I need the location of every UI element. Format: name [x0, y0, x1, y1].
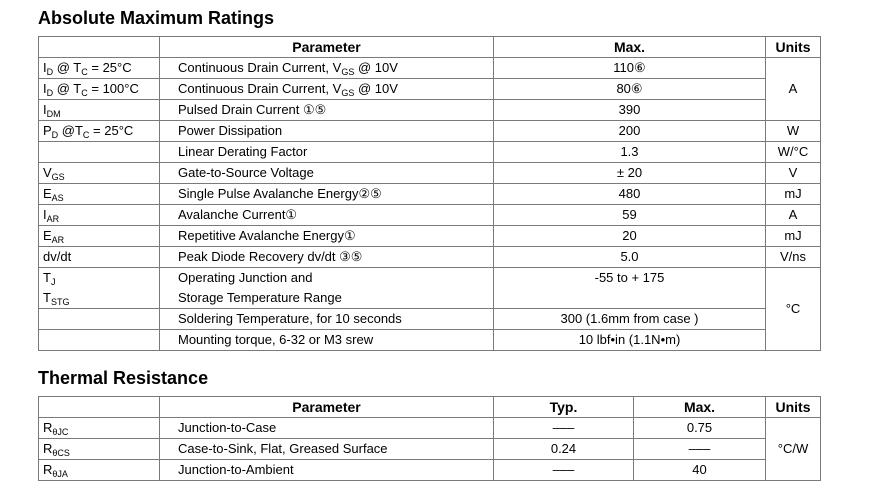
- parameter-cell: Operating Junction and: [160, 268, 494, 289]
- table-row: [39, 226, 821, 247]
- table-row: [39, 330, 821, 351]
- symbol-cell: $I_D$ @ $T_C = 25^\circ C$: [39, 58, 160, 79]
- units-cell: W/°C: [766, 142, 821, 163]
- symbol-cell: $R_{\theta JA}$: [39, 460, 160, 481]
- table-row: [39, 288, 821, 309]
- symbol-cell: dv/dt: [39, 247, 160, 268]
- thermal-resistance-table: [38, 396, 821, 481]
- max-header: Max.: [494, 37, 766, 58]
- max-cell: 59: [494, 205, 766, 226]
- table-row: [39, 309, 821, 330]
- parameter-header: Parameter: [160, 397, 494, 418]
- max-cell: 80⑥: [494, 79, 766, 100]
- units-cell: A: [766, 205, 821, 226]
- units-header: Units: [766, 397, 821, 418]
- units-cell: mJ: [766, 226, 821, 247]
- table-header-row: [39, 397, 821, 418]
- table-header-row: [39, 37, 821, 58]
- symbol-cell: $T_{STG}$: [39, 288, 160, 309]
- parameter-header: Parameter: [160, 37, 494, 58]
- max-cell: 300 (1.6mm from case ): [494, 309, 766, 330]
- symbol-cell: [39, 330, 160, 351]
- max-header: Max.: [634, 397, 766, 418]
- symbol-header: [39, 397, 160, 418]
- parameter-cell: Junction-to-Case: [160, 418, 494, 439]
- symbol-cell: [39, 309, 160, 330]
- parameter-cell: Storage Temperature Range: [160, 288, 494, 309]
- parameter-cell: Gate-to-Source Voltage: [160, 163, 494, 184]
- parameter-cell: Continuous Drain Current, $V_{GS}$ @ 10V: [160, 79, 494, 100]
- parameter-cell: Pulsed Drain Current ①⑤: [160, 100, 494, 121]
- units-cell: V/ns: [766, 247, 821, 268]
- typ-cell: –––: [494, 418, 634, 439]
- table-row: [39, 121, 821, 142]
- parameter-cell: Peak Diode Recovery dv/dt ③⑤: [160, 247, 494, 268]
- typ-cell: 0.24: [494, 439, 634, 460]
- table-row: [39, 79, 821, 100]
- table-row: [39, 460, 821, 481]
- table-row: [39, 142, 821, 163]
- max-cell: 200: [494, 121, 766, 142]
- table-row: [39, 205, 821, 226]
- parameter-cell: Single Pulse Avalanche Energy②⑤: [160, 184, 494, 205]
- typ-header: Typ.: [494, 397, 634, 418]
- table-row: [39, 58, 821, 79]
- symbol-cell: $E_{AR}$: [39, 226, 160, 247]
- parameter-cell: Junction-to-Ambient: [160, 460, 494, 481]
- typ-cell: –––: [494, 460, 634, 481]
- absolute-max-title: Absolute Maximum Ratings: [38, 8, 275, 28]
- max-cell: 40: [634, 460, 766, 481]
- parameter-cell: Avalanche Current①: [160, 205, 494, 226]
- max-cell: 390: [494, 100, 766, 121]
- units-cell: mJ: [766, 184, 821, 205]
- units-cell: °C/W: [766, 418, 821, 481]
- table-row: [39, 418, 821, 439]
- max-cell: 10 lbf•in (1.1N•m): [494, 330, 766, 351]
- max-cell: –––: [634, 439, 766, 460]
- max-cell: 1.3: [494, 142, 766, 163]
- max-cell: 5.0: [494, 247, 766, 268]
- table-row: [39, 439, 821, 460]
- units-cell: V: [766, 163, 821, 184]
- symbol-cell: $I_D$ @ $T_C = 100^\circ C$: [39, 79, 160, 100]
- symbol-cell: $I_{DM}$: [39, 100, 160, 121]
- table-row: [39, 100, 821, 121]
- table-row: [39, 247, 821, 268]
- table-row: [39, 268, 821, 289]
- table-row: [39, 184, 821, 205]
- absolute-max-table: [38, 36, 821, 351]
- symbol-cell: $E_{AS}$: [39, 184, 160, 205]
- max-cell: [494, 288, 766, 309]
- symbol-cell: $P_D$ $@T_C = 25^\circ C$: [39, 121, 160, 142]
- max-cell: 480: [494, 184, 766, 205]
- symbol-header: [39, 37, 160, 58]
- parameter-cell: Soldering Temperature, for 10 seconds: [160, 309, 494, 330]
- symbol-cell: $T_J$: [39, 268, 160, 289]
- parameter-cell: Case-to-Sink, Flat, Greased Surface: [160, 439, 494, 460]
- units-cell: °C: [766, 268, 821, 351]
- table-row: [39, 163, 821, 184]
- max-cell: 0.75: [634, 418, 766, 439]
- units-cell: W: [766, 121, 821, 142]
- max-cell: 20: [494, 226, 766, 247]
- parameter-cell: Continuous Drain Current, $V_{GS}$ @ 10V: [160, 58, 494, 79]
- max-cell: ± 20: [494, 163, 766, 184]
- symbol-cell: [39, 142, 160, 163]
- thermal-resistance-title: Thermal Resistance: [38, 368, 209, 388]
- symbol-cell: $R_{\theta CS}$: [39, 439, 160, 460]
- parameter-cell: Mounting torque, 6-32 or M3 srew: [160, 330, 494, 351]
- symbol-cell: $I_{AR}$: [39, 205, 160, 226]
- symbol-cell: $V_{GS}$: [39, 163, 160, 184]
- parameter-cell: Linear Derating Factor: [160, 142, 494, 163]
- symbol-cell: $R_{\theta JC}$: [39, 418, 160, 439]
- units-header: Units: [766, 37, 821, 58]
- max-cell: -55 to + 175: [494, 268, 766, 289]
- units-cell: A: [766, 58, 821, 121]
- max-cell: 110⑥: [494, 58, 766, 79]
- parameter-cell: Power Dissipation: [160, 121, 494, 142]
- parameter-cell: Repetitive Avalanche Energy①: [160, 226, 494, 247]
